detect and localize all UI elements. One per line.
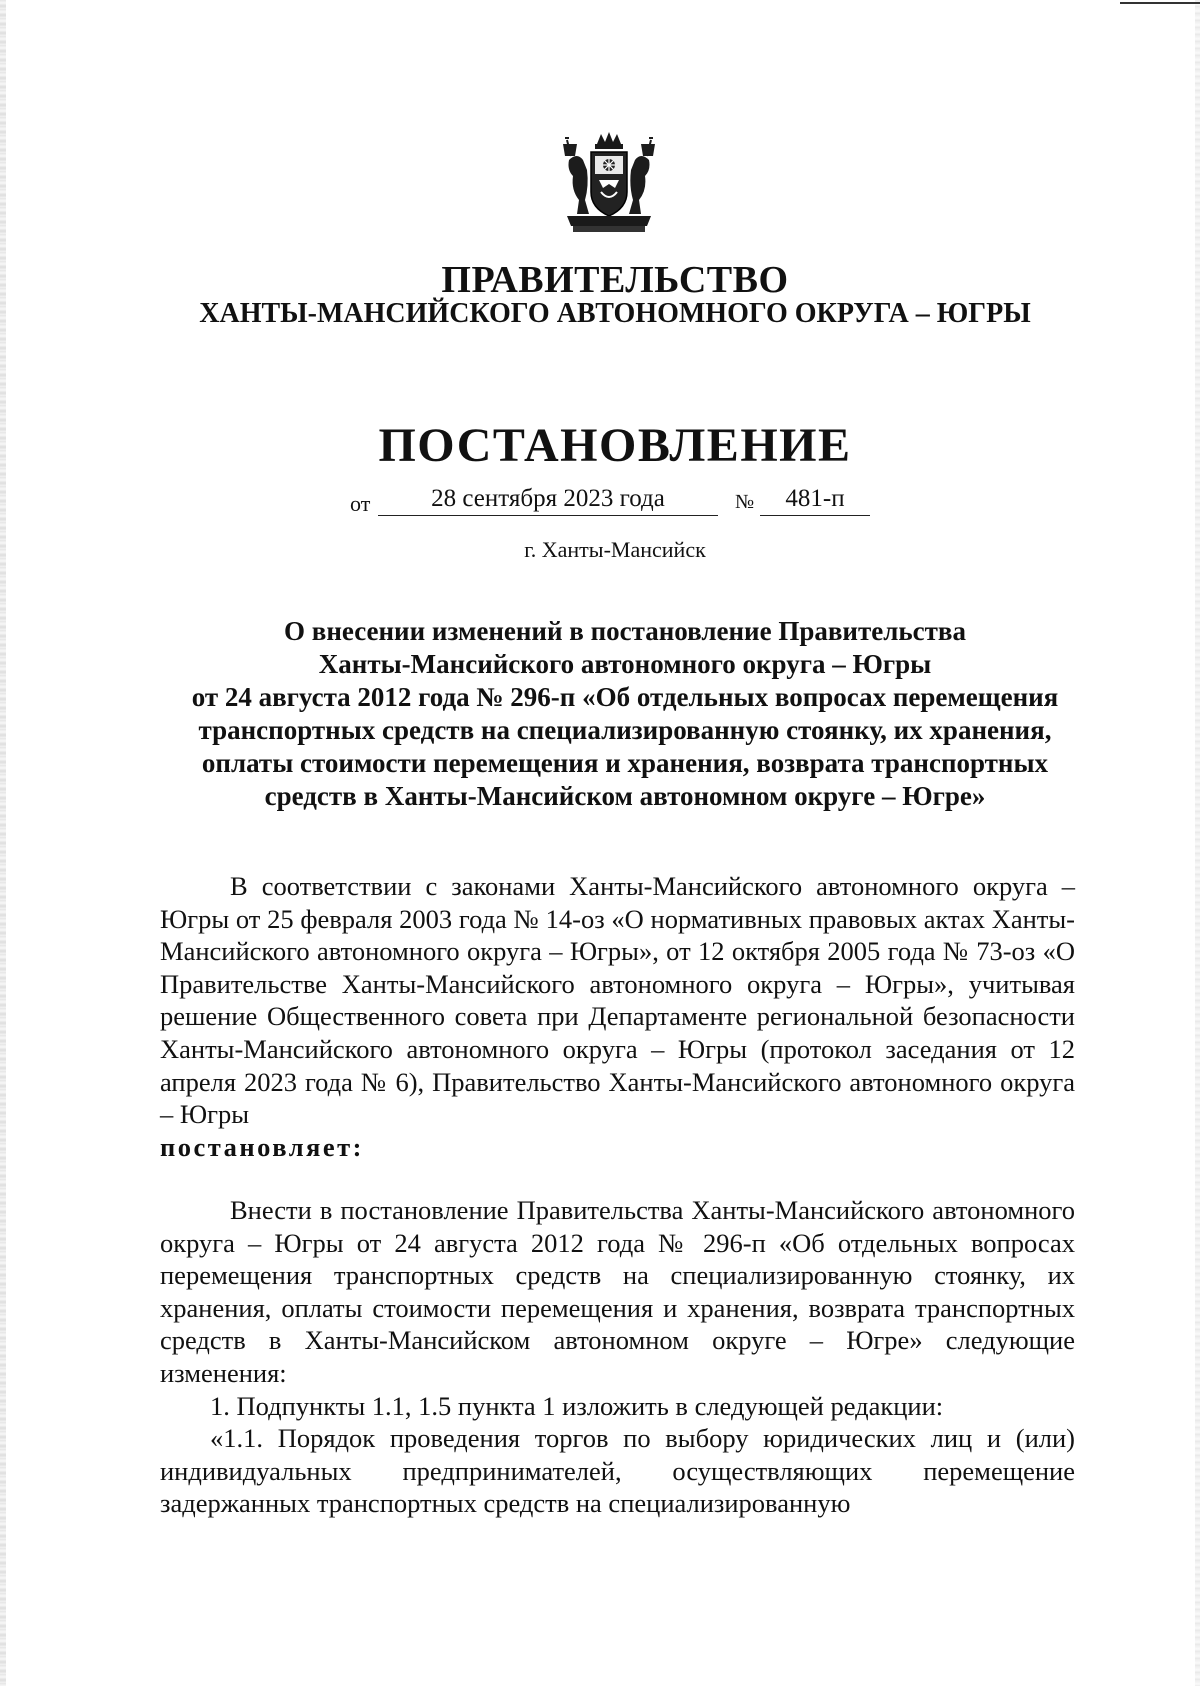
document-type-title: ПОСТАНОВЛЕНИЕ [378,419,852,472]
date-number-row [350,485,870,519]
amend-intro-paragraph: Внести в постановление Правительства Ханты-Мансийского автономного округа – Югры от 24 августа 2012 года № 296-п «Об отдельных вопросах перемещения транспортных средств на специализированную стоянку, их хранения, оплаты стоимости перемещения и хранения, возврата транспортных средств в Ханты-Мансийском автономном округе – Югре» следующие изменения: [160,1195,1075,1388]
subject-line: О внесении изменений в постановление Правительства [284,616,966,646]
document-date: 28 сентября 2023 года [378,485,718,516]
item-1-paragraph: 1. Подпункты 1.1, 1.5 пункта 1 изложить в следующей редакции: [210,1390,944,1421]
preamble-section [160,870,1075,1163]
scan-artifact-line [1120,2,1200,4]
document-number: 481-п [760,485,870,516]
scan-edge-left [0,0,6,1686]
number-sign-label: № [735,491,755,513]
region-title: ХАНТЫ-МАНСИЙСКОГО АВТОНОМНОГО ОКРУГА – ЮГРЫ [199,298,1031,329]
amendments-section [160,1194,1075,1520]
subject-line: транспортных средств на специализированную стоянку, их хранения, [198,715,1052,745]
scan-edge-right [1195,0,1200,1686]
subject-line: средств в Ханты-Мансийском автономном округе – Югре» [264,781,986,811]
subject-line: от 24 августа 2012 года № 296-п «Об отдельных вопросах перемещения [191,682,1059,712]
government-title: ПРАВИТЕЛЬСТВО [441,259,789,301]
subject-line: Ханты-Мансийского автономного округа – Югры [318,649,932,679]
coat-of-arms-icon [559,130,659,234]
quote-1-paragraph: «1.1. Порядок проведения торгов по выбору юридических лиц и (или) индивидуальных предпринимателей, осуществляющих перемещение задержанных транспортных средств на специализированную [160,1423,1075,1519]
subject-line: оплаты стоимости перемещения и хранения, возврата транспортных [201,748,1049,778]
issue-city: г. Ханты-Мансийск [524,537,706,562]
resolves-keyword: постановляет: [160,1131,364,1162]
date-prefix-label: от [350,491,371,516]
document-subject [160,615,1090,813]
preamble-paragraph [160,870,1075,1163]
preamble-text: В соответствии с законами Ханты-Мансийского автономного округа – Югры от 25 февраля 2003 года № 14-оз «О нормативных правовых актах Ханты-Мансийского автономного округа – Югры», от 12 октября 2005 года № 73-оз «О Правительстве Ханты-Мансийского автономного округа – Югры», учитывая решение Общественного совета при Департаменте региональной безопасности Ханты-Мансийского автономного округа – Югры (протокол заседания от 12 апреля 2023 года № 6), Правительство Ханты-Мансийского автономного округа – Югры [160,871,1075,1130]
